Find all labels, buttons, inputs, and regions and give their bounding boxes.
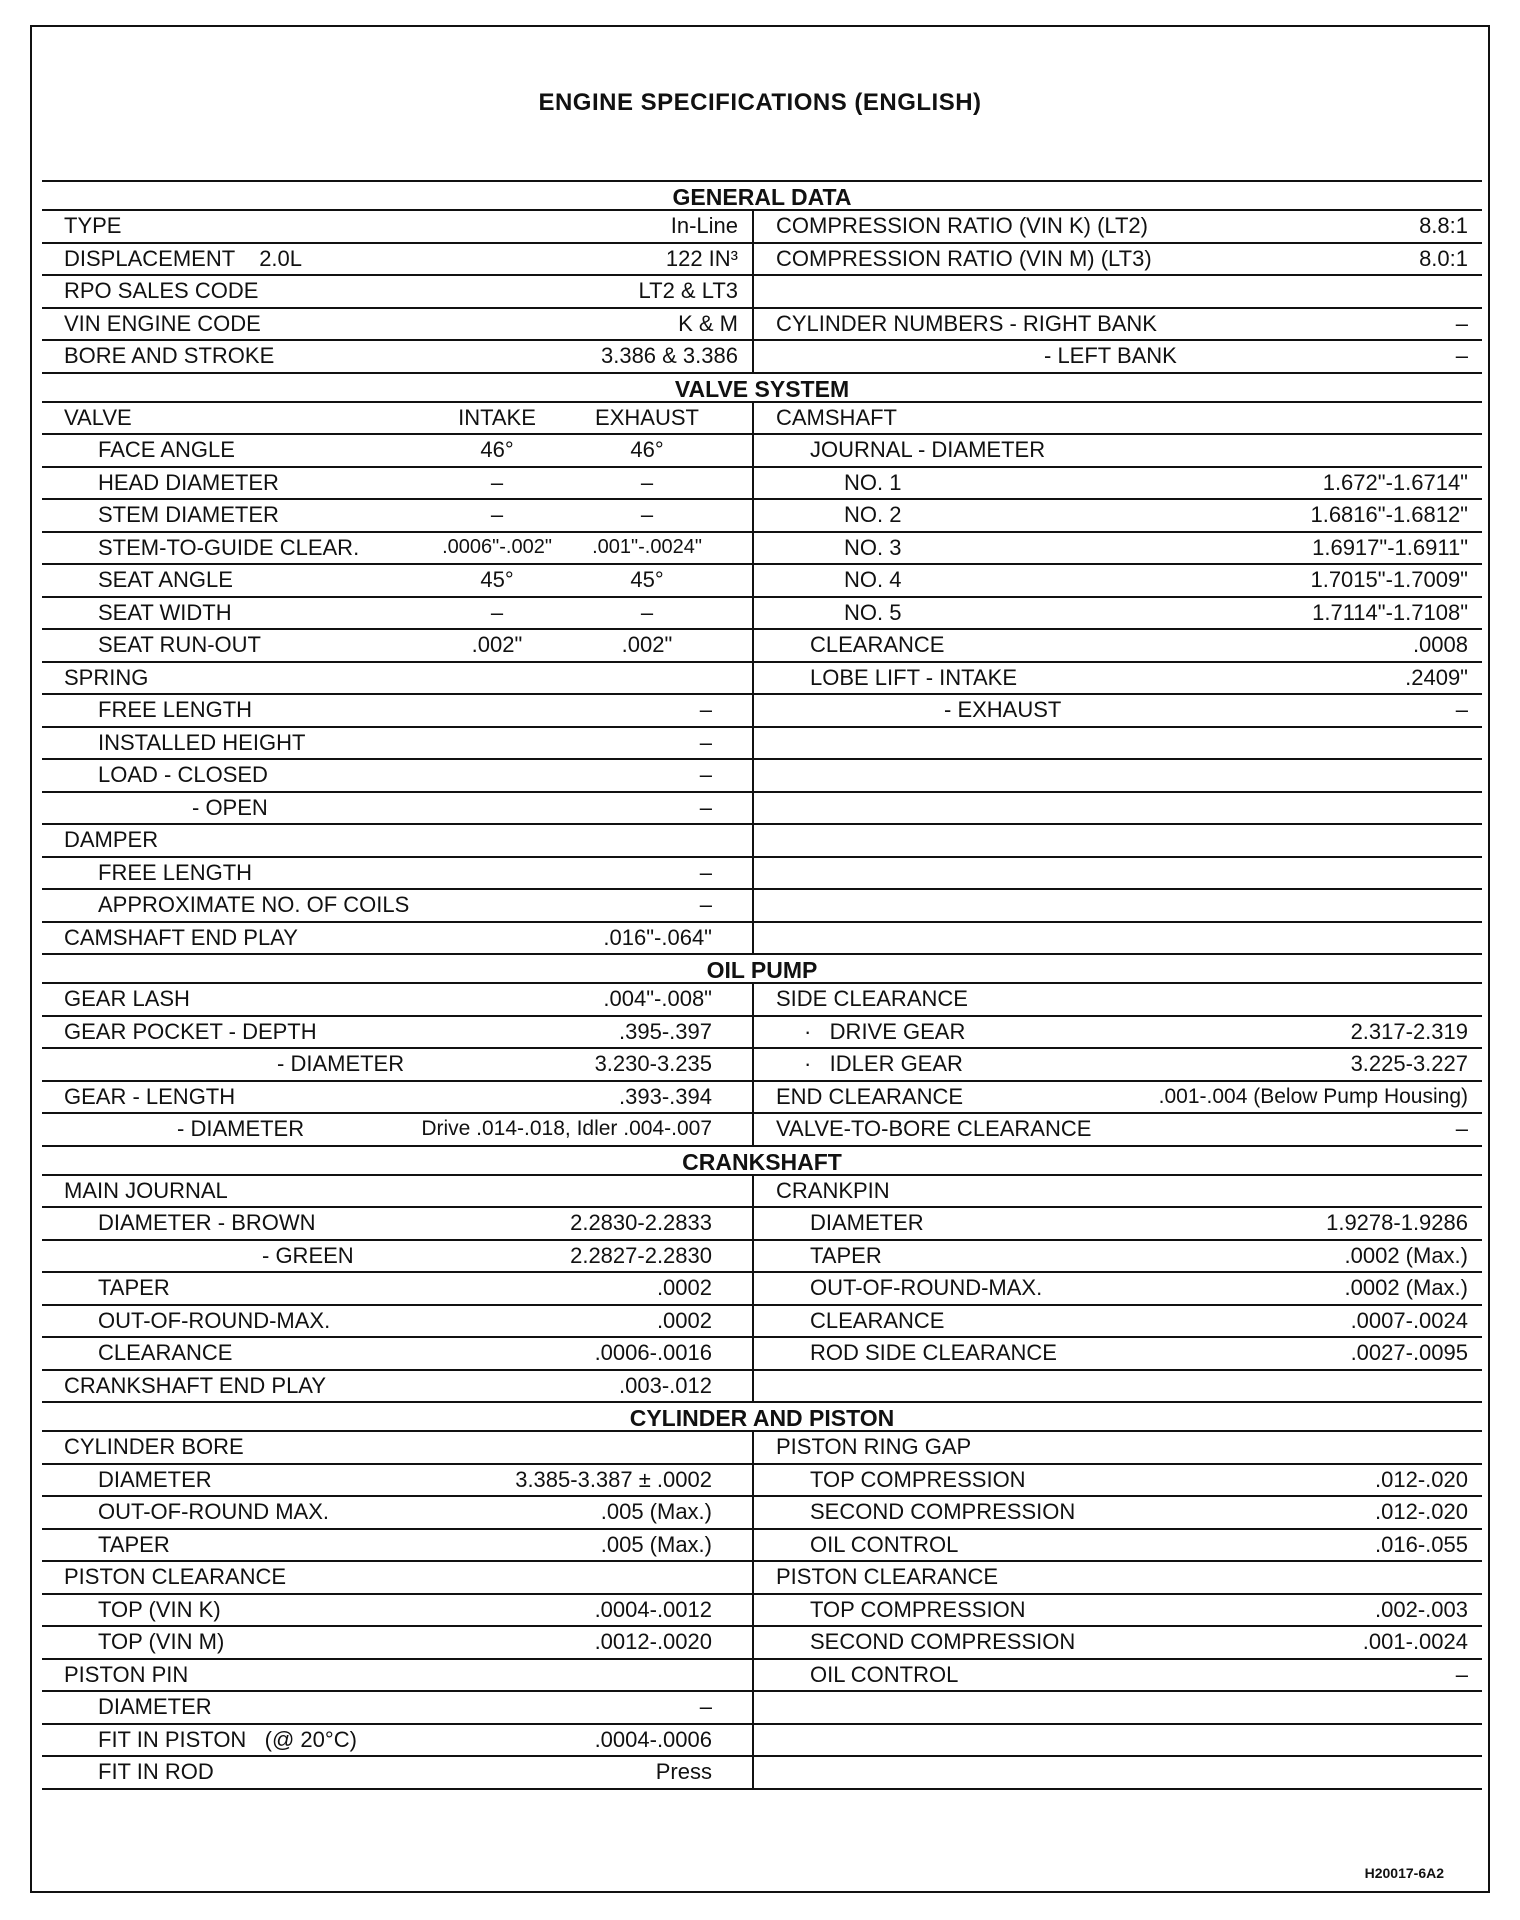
spec-label: CRANKSHAFT END PLAY: [64, 1372, 327, 1398]
general-grid: [42, 211, 1482, 374]
section-heading-oil-pump: OIL PUMP: [42, 953, 1482, 984]
valve-row: [42, 533, 752, 566]
spec-label: - EXHAUST: [944, 697, 1062, 723]
spec-label: NO. 3: [844, 534, 902, 560]
spec-row: [754, 1497, 1482, 1530]
spec-label: TOP (VIN M): [98, 1629, 225, 1655]
spec-label: BORE AND STROKE: [64, 343, 275, 369]
spec-value: .0008: [1412, 632, 1468, 658]
spec-value: 3.385-3.387 ± .0002: [515, 1466, 712, 1492]
spec-label: OUT-OF-ROUND MAX.: [98, 1499, 329, 1525]
spec-row: [754, 984, 1482, 1017]
spec-row: [42, 1757, 752, 1790]
spec-label: STEM DIAMETER: [98, 502, 279, 528]
spec-value: –: [1455, 1661, 1468, 1687]
spec-value: –: [699, 762, 712, 788]
spec-label: FREE LENGTH: [98, 859, 253, 885]
spec-label: HEAD DIAMETER: [98, 469, 279, 495]
empty-row: [754, 793, 1482, 826]
spec-row: [754, 1049, 1482, 1082]
spec-row: [754, 1562, 1482, 1595]
spec-label: VALVE: [64, 404, 132, 430]
spec-row: [42, 1049, 752, 1082]
spec-sheet: [30, 25, 1490, 1893]
empty-row: [754, 923, 1482, 956]
empty-row: [754, 760, 1482, 793]
exhaust-value: .002": [621, 632, 673, 658]
spec-value: .0002 (Max.): [1344, 1242, 1468, 1268]
spec-label: PISTON RING GAP: [776, 1434, 972, 1460]
spec-label: GEAR - LENGTH: [64, 1083, 236, 1109]
spec-value: .012-.020: [1375, 1499, 1468, 1525]
spec-value: –: [1455, 343, 1468, 369]
spec-value: .0027-.0095: [1350, 1340, 1468, 1366]
spec-row: [42, 244, 752, 277]
spec-row: [42, 923, 752, 956]
spec-value: .395-.397: [619, 1018, 712, 1044]
damper-header-row: [42, 825, 752, 858]
spec-value: .001-.0024: [1362, 1629, 1468, 1655]
page-title: ENGINE SPECIFICATIONS (ENGLISH): [538, 89, 982, 116]
exhaust-value: –: [640, 469, 654, 495]
spec-row: [42, 984, 752, 1017]
spec-label: END CLEARANCE: [776, 1083, 964, 1109]
spec-value: 8.0:1: [1419, 245, 1468, 271]
spec-label: - DIAMETER: [177, 1116, 305, 1142]
empty-row: [754, 825, 1482, 858]
spec-row: [754, 533, 1482, 566]
spec-row: [754, 1627, 1482, 1660]
spec-row: [754, 1465, 1482, 1498]
spec-row: [42, 1627, 752, 1660]
spec-value: –: [1455, 697, 1468, 723]
spec-row: [754, 468, 1482, 501]
spec-row: [42, 1497, 752, 1530]
spec-value: –: [1455, 1116, 1468, 1142]
cyl-right: [754, 1432, 1482, 1790]
spec-value: 3.230-3.235: [594, 1051, 712, 1077]
spec-label: PISTON PIN: [64, 1661, 189, 1687]
spec-label: VALVE-TO-BORE CLEARANCE: [776, 1116, 1092, 1142]
crank-left: [42, 1176, 754, 1404]
spec-row: [42, 1338, 752, 1371]
spec-row: [42, 1082, 752, 1115]
intake-value: .0006"-.002": [442, 536, 552, 559]
spec-row: [754, 630, 1482, 663]
spec-value: .0007-.0024: [1350, 1307, 1468, 1333]
spec-value: .0002: [656, 1275, 712, 1301]
spec-value: 1.7114"-1.7108": [1312, 599, 1468, 625]
exhaust-value: 46°: [630, 437, 664, 463]
spec-row: [754, 309, 1482, 342]
spec-row: [754, 1017, 1482, 1050]
spec-row: [754, 1306, 1482, 1339]
spec-value: .2409": [1405, 664, 1468, 690]
spec-row: [754, 565, 1482, 598]
spec-row: [754, 1082, 1482, 1115]
spec-row: [754, 244, 1482, 277]
spec-row: [42, 211, 752, 244]
spec-row: [754, 1338, 1482, 1371]
spec-row: [754, 500, 1482, 533]
section-heading-cylinder-piston: CYLINDER AND PISTON: [42, 1401, 1482, 1432]
spec-value: .002-.003: [1375, 1596, 1468, 1622]
spec-row: [42, 1114, 752, 1147]
spec-row: [42, 1176, 752, 1209]
spec-row: [42, 1562, 752, 1595]
spec-label: CLEARANCE: [98, 1340, 233, 1366]
spec-label: - OPEN: [192, 794, 268, 820]
spec-row: [754, 276, 1482, 309]
intake-value: –: [490, 502, 504, 528]
spec-value: .0002 (Max.): [1344, 1275, 1468, 1301]
spec-value: 2.2830-2.2833: [570, 1210, 712, 1236]
journal-header-row: [754, 435, 1482, 468]
spec-label: INSTALLED HEIGHT: [98, 729, 306, 755]
spec-label: COMPRESSION RATIO (VIN M) (LT3): [776, 245, 1152, 271]
spec-label: TOP (VIN K): [98, 1596, 221, 1622]
spec-label: STEM-TO-GUIDE CLEAR.: [98, 534, 360, 560]
spec-value: –: [699, 794, 712, 820]
spec-label: APPROXIMATE NO. OF COILS: [98, 892, 410, 918]
spec-label: · DRIVE GEAR: [804, 1018, 966, 1044]
valve-right: [754, 403, 1482, 956]
spec-label: TAPER: [810, 1242, 882, 1268]
spec-value: 1.9278-1.9286: [1326, 1210, 1468, 1236]
spec-label: GEAR POCKET - DEPTH: [64, 1018, 317, 1044]
spec-label: - LEFT BANK: [1044, 343, 1177, 369]
spec-value: 1.672"-1.6714": [1322, 469, 1468, 495]
spec-label: JOURNAL - DIAMETER: [810, 437, 1046, 463]
intake-value: –: [490, 469, 504, 495]
intake-value: .002": [471, 632, 523, 658]
spec-row: [42, 1241, 752, 1274]
valve-row: [42, 435, 752, 468]
spec-label: NO. 2: [844, 502, 902, 528]
empty-row: [754, 890, 1482, 923]
spec-label: DIAMETER: [98, 1466, 212, 1492]
spec-label: NO. 1: [844, 469, 902, 495]
spec-value: .001-.004 (Below Pump Housing): [1158, 1084, 1468, 1108]
spec-row: [42, 1017, 752, 1050]
spec-value: –: [699, 729, 712, 755]
spec-label: FREE LENGTH: [98, 697, 253, 723]
spec-row: [42, 1208, 752, 1241]
crank-grid: [42, 1176, 1482, 1404]
spec-label: LOBE LIFT - INTAKE: [810, 664, 1018, 690]
spec-label: · IDLER GEAR: [804, 1051, 963, 1077]
spec-label: TAPER: [98, 1275, 170, 1301]
spec-value: LT2 & LT3: [638, 278, 738, 304]
spec-value: –: [699, 892, 712, 918]
spec-label: CLEARANCE: [810, 632, 945, 658]
spec-label: SEAT ANGLE: [98, 567, 233, 593]
spec-label: CRANKPIN: [776, 1177, 890, 1203]
spec-label: - DIAMETER: [277, 1051, 405, 1077]
spec-value: .016-.055: [1375, 1531, 1468, 1557]
empty-row: [754, 1757, 1482, 1790]
spec-value: Drive .014-.018, Idler .004-.007: [421, 1117, 712, 1141]
spec-label: NO. 5: [844, 599, 902, 625]
empty-row: [754, 1725, 1482, 1758]
spec-label: FIT IN PISTON (@ 20°C): [98, 1726, 357, 1752]
spec-label: TAPER: [98, 1531, 170, 1557]
intake-value: –: [490, 599, 504, 625]
valve-row: [42, 565, 752, 598]
spec-value: K & M: [678, 310, 738, 336]
spec-row: [42, 728, 752, 761]
spec-label: PISTON CLEARANCE: [64, 1564, 287, 1590]
empty-row: [754, 858, 1482, 891]
valve-row: [42, 630, 752, 663]
spec-label: TOP COMPRESSION: [810, 1596, 1026, 1622]
spec-value: .012-.020: [1375, 1466, 1468, 1492]
spec-row: [42, 276, 752, 309]
section-heading-valve: VALVE SYSTEM: [42, 372, 1482, 403]
spec-value: .0004-.0006: [594, 1726, 712, 1752]
spec-row: [754, 1208, 1482, 1241]
spec-label: ROD SIDE CLEARANCE: [810, 1340, 1057, 1366]
cyl-left: [42, 1432, 754, 1790]
spec-value: .393-.394: [619, 1083, 712, 1109]
valve-row: [42, 500, 752, 533]
oil-grid: [42, 984, 1482, 1147]
spec-row: [42, 1595, 752, 1628]
spec-row: [42, 1530, 752, 1563]
spec-content: [42, 182, 1482, 1790]
spec-row: [42, 760, 752, 793]
oil-left: [42, 984, 754, 1147]
exhaust-value: –: [640, 599, 654, 625]
valve-header-row: [42, 403, 752, 436]
spec-value: 1.7015"-1.7009": [1310, 567, 1468, 593]
spec-row: [754, 598, 1482, 631]
spec-label: DAMPER: [64, 827, 159, 853]
exhaust-header: EXHAUST: [595, 404, 699, 430]
spec-label: OUT-OF-ROUND-MAX.: [98, 1307, 331, 1333]
spec-label: - GREEN: [262, 1242, 354, 1268]
oil-right: [754, 984, 1482, 1147]
spec-label: LOAD - CLOSED: [98, 762, 268, 788]
spec-label: DIAMETER: [98, 1694, 212, 1720]
spec-label: DISPLACEMENT 2.0L: [64, 245, 303, 271]
spec-value: –: [699, 697, 712, 723]
spec-label: TOP COMPRESSION: [810, 1466, 1026, 1492]
spec-label: SECOND COMPRESSION: [810, 1499, 1076, 1525]
spec-row: [42, 1692, 752, 1725]
spec-value: .003-.012: [619, 1372, 712, 1398]
spec-row: [754, 1273, 1482, 1306]
spec-value: .0004-.0012: [594, 1596, 712, 1622]
spec-label: SECOND COMPRESSION: [810, 1629, 1076, 1655]
spec-row: [754, 1595, 1482, 1628]
spec-row: [754, 1176, 1482, 1209]
exhaust-value: –: [640, 502, 654, 528]
spec-row: [42, 890, 752, 923]
spec-value: 1.6816"-1.6812": [1310, 502, 1468, 528]
spec-label: PISTON CLEARANCE: [776, 1564, 999, 1590]
general-left: [42, 211, 754, 374]
spec-label: CLEARANCE: [810, 1307, 945, 1333]
intake-value: 45°: [480, 567, 514, 593]
intake-value: 46°: [480, 437, 514, 463]
spec-value: .0012-.0020: [594, 1629, 712, 1655]
spec-label: VIN ENGINE CODE: [64, 310, 261, 336]
empty-row: [754, 1692, 1482, 1725]
spec-value: .0002: [656, 1307, 712, 1333]
spec-label: SEAT RUN-OUT: [98, 632, 261, 658]
spec-label: SIDE CLEARANCE: [776, 986, 968, 1012]
empty-row: [754, 728, 1482, 761]
spec-label: SEAT WIDTH: [98, 599, 232, 625]
spec-row: [754, 211, 1482, 244]
spec-row: [42, 309, 752, 342]
spec-row: [42, 1306, 752, 1339]
crank-right: [754, 1176, 1482, 1404]
spec-row: [42, 1465, 752, 1498]
spec-value: 3.386 & 3.386: [600, 343, 738, 369]
spec-row: [42, 695, 752, 728]
spec-value: 2.2827-2.2830: [570, 1242, 712, 1268]
spec-label: GEAR LASH: [64, 986, 190, 1012]
spec-label: CYLINDER NUMBERS - RIGHT BANK: [776, 310, 1157, 336]
spec-label: CAMSHAFT: [776, 404, 897, 430]
spec-value: –: [1455, 310, 1468, 336]
spec-row: [754, 695, 1482, 728]
intake-header: INTAKE: [458, 404, 536, 430]
spec-row: [42, 1432, 752, 1465]
valve-row: [42, 598, 752, 631]
spec-label: DIAMETER - BROWN: [98, 1210, 316, 1236]
spec-row: [42, 1725, 752, 1758]
spec-value: .016"-.064": [603, 924, 712, 950]
exhaust-value: .001"-.0024": [592, 536, 702, 559]
spec-value: 2.317-2.319: [1350, 1018, 1468, 1044]
valve-left: [42, 403, 754, 956]
spec-value: Press: [655, 1759, 712, 1785]
section-heading-general: GENERAL DATA: [42, 180, 1482, 211]
spec-value: 3.225-3.227: [1350, 1051, 1468, 1077]
spec-value: 1.6917"-1.6911": [1312, 534, 1468, 560]
spec-row: [42, 1273, 752, 1306]
spec-label: OIL CONTROL: [810, 1531, 959, 1557]
general-right: [754, 211, 1482, 374]
spec-value: 122 IN³: [665, 245, 738, 271]
spec-label: OUT-OF-ROUND-MAX.: [810, 1275, 1043, 1301]
spec-row: [42, 793, 752, 826]
spec-value: 8.8:1: [1419, 213, 1468, 239]
spec-label: RPO SALES CODE: [64, 278, 259, 304]
document-code: H20017-6A2: [1364, 1865, 1444, 1881]
spec-row: [754, 663, 1482, 696]
spec-value: In-Line: [670, 213, 738, 239]
spec-label: MAIN JOURNAL: [64, 1177, 228, 1203]
spec-label: FACE ANGLE: [98, 437, 235, 463]
exhaust-value: 45°: [630, 567, 664, 593]
spec-value: .004"-.008": [603, 986, 712, 1012]
spec-value: .005 (Max.): [600, 1499, 712, 1525]
section-heading-crankshaft: CRANKSHAFT: [42, 1145, 1482, 1176]
spec-row: [754, 1530, 1482, 1563]
spec-label: OIL CONTROL: [810, 1661, 959, 1687]
spec-label: DIAMETER: [810, 1210, 924, 1236]
camshaft-header-row: [754, 403, 1482, 436]
spec-label: TYPE: [64, 213, 122, 239]
spec-row: [42, 1371, 752, 1404]
spec-row: [754, 1432, 1482, 1465]
spec-label: COMPRESSION RATIO (VIN K) (LT2): [776, 213, 1148, 239]
spring-header-row: [42, 663, 752, 696]
spec-row: [42, 341, 752, 374]
spec-row: [754, 341, 1482, 374]
spec-row: [754, 1241, 1482, 1274]
spec-value: –: [699, 859, 712, 885]
spec-label: FIT IN ROD: [98, 1759, 214, 1785]
spec-row: [754, 1114, 1482, 1147]
spec-value: –: [699, 1694, 712, 1720]
spec-row: [42, 1660, 752, 1693]
spec-value: .0006-.0016: [594, 1340, 712, 1366]
empty-row: [754, 1371, 1482, 1404]
spec-label: CAMSHAFT END PLAY: [64, 924, 298, 950]
spec-label: NO. 4: [844, 567, 902, 593]
spec-label: CYLINDER BORE: [64, 1434, 244, 1460]
spec-value: .005 (Max.): [600, 1531, 712, 1557]
spec-label: SPRING: [64, 664, 149, 690]
cyl-grid: [42, 1432, 1482, 1790]
spec-row: [754, 1660, 1482, 1693]
valve-grid: [42, 403, 1482, 956]
valve-row: [42, 468, 752, 501]
spec-row: [42, 858, 752, 891]
